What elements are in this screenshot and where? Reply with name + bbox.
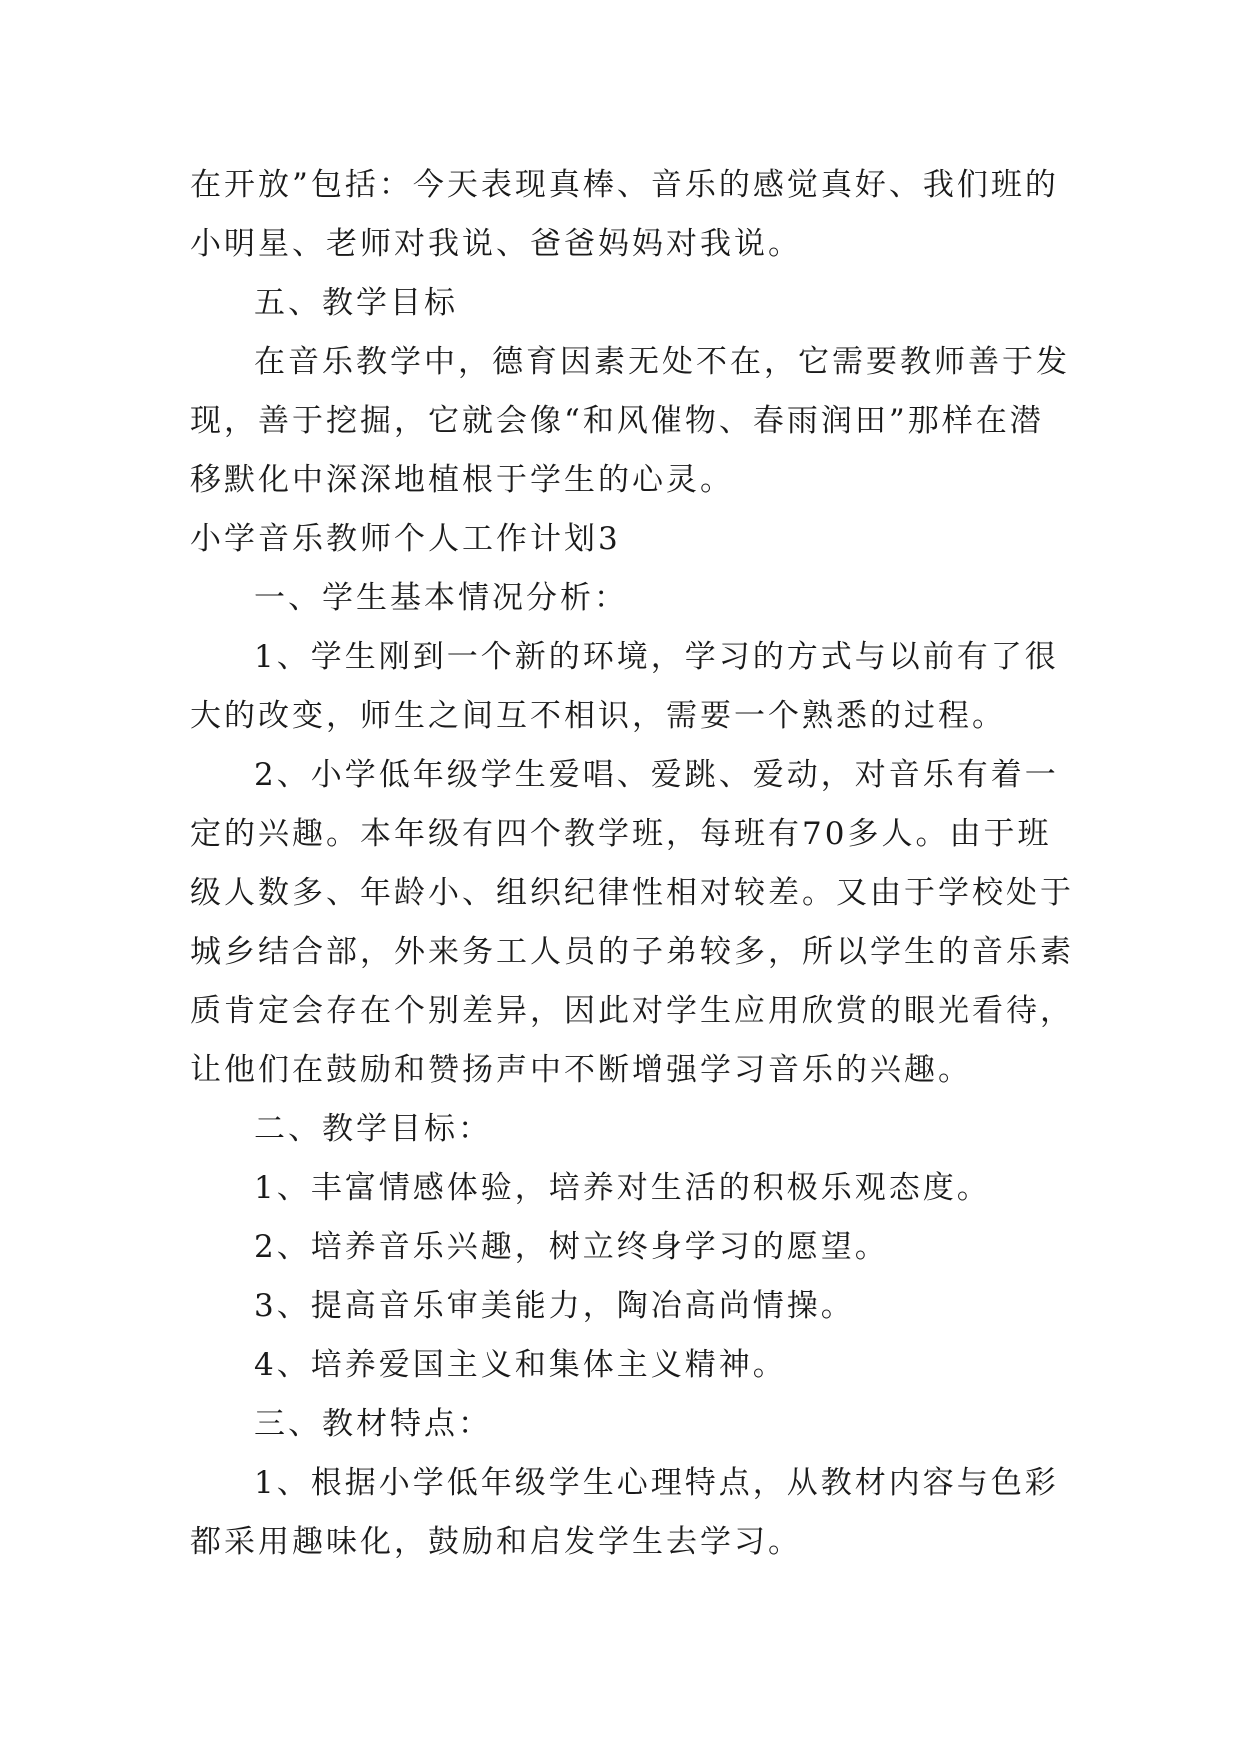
text-line: 在音乐教学中，德育因素无处不在，它需要教师善于发 (254, 344, 1070, 380)
section-heading: 五、教学目标 (254, 285, 458, 321)
section-heading: 一、学生基本情况分析： (254, 580, 628, 616)
list-item: 2、培养音乐兴趣，树立终身学习的愿望。 (254, 1229, 889, 1265)
text-line: 大的改变，师生之间互不相识，需要一个熟悉的过程。 (190, 698, 1006, 734)
text-line: 都采用趣味化，鼓励和启发学生去学习。 (190, 1524, 802, 1560)
text-line: 在开放”包括：今天表现真棒、音乐的感觉真好、我们班的 (190, 167, 1059, 203)
section-heading: 二、教学目标： (254, 1111, 492, 1147)
section-heading: 三、教材特点： (254, 1406, 492, 1442)
text-line: 让他们在鼓励和赞扬声中不断增强学习音乐的兴趣。 (190, 1052, 972, 1088)
text-line: 定的兴趣。本年级有四个教学班，每班有70多人。由于班 (190, 816, 1052, 852)
list-item: 4、培养爱国主义和集体主义精神。 (254, 1347, 787, 1383)
text-line: 小明星、老师对我说、爸爸妈妈对我说。 (190, 226, 802, 262)
document-title: 小学音乐教师个人工作计划3 (190, 521, 621, 557)
list-item: 3、提高音乐审美能力，陶冶高尚情操。 (254, 1288, 855, 1324)
text-line: 质肯定会存在个别差异，因此对学生应用欣赏的眼光看待， (190, 993, 1074, 1029)
text-line: 1、学生刚到一个新的环境，学习的方式与以前有了很 (254, 639, 1059, 675)
text-line: 级人数多、年龄小、组织纪律性相对较差。又由于学校处于 (190, 875, 1074, 911)
text-line: 2、小学低年级学生爱唱、爱跳、爱动，对音乐有着一 (254, 757, 1059, 793)
document-body (190, 156, 1074, 1572)
text-line: 移默化中深深地植根于学生的心灵。 (190, 462, 734, 498)
list-item: 1、根据小学低年级学生心理特点，从教材内容与色彩 (254, 1465, 1059, 1501)
text-line: 现，善于挖掘，它就会像“和风催物、春雨润田”那样在潜 (190, 403, 1044, 439)
list-item: 1、丰富情感体验，培养对生活的积极乐观态度。 (254, 1170, 991, 1206)
text-line: 城乡结合部，外来务工人员的子弟较多，所以学生的音乐素 (190, 934, 1074, 970)
